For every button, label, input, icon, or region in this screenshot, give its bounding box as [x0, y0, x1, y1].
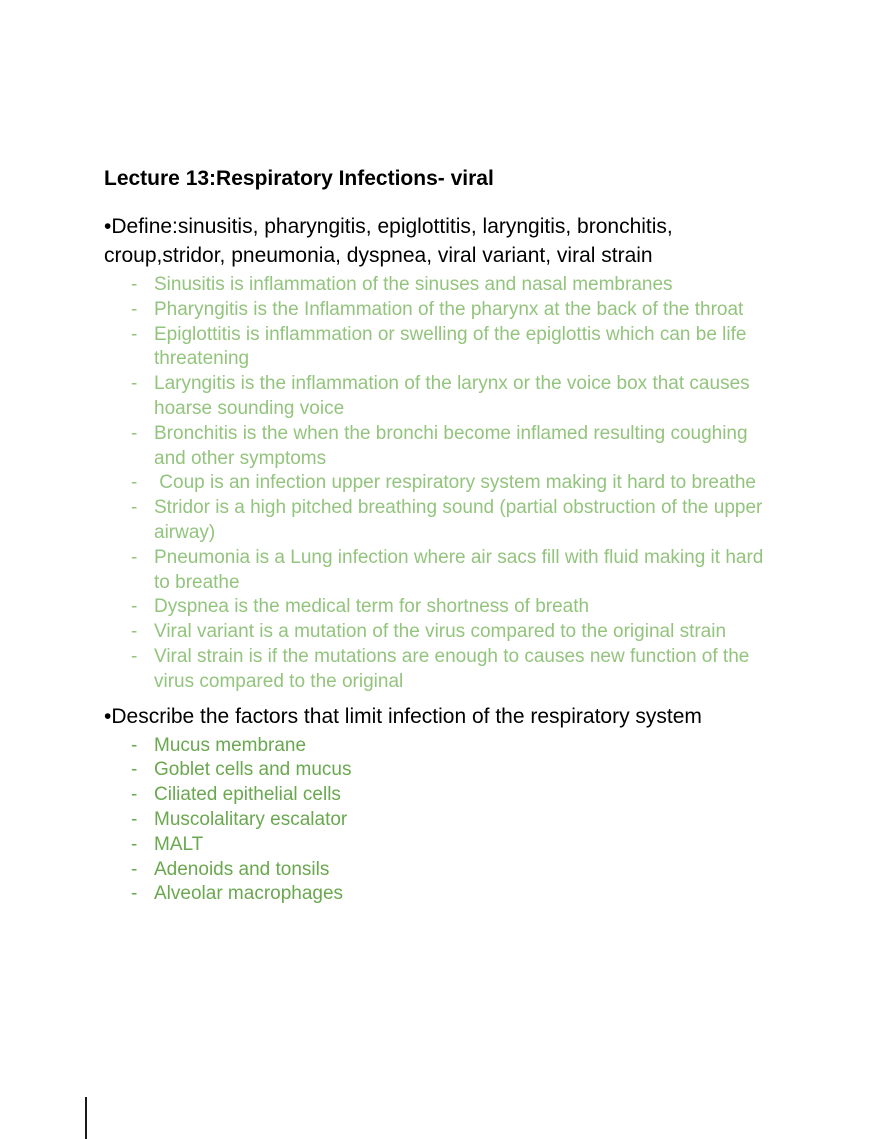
list-item	[131, 273, 780, 298]
list-item-text: Sinusitis is inflammation of the sinuses and nasal membranes	[154, 274, 673, 295]
list-item-text: Viral strain is if the mutations are enough to causes new function of the virus compared to the original	[154, 645, 755, 692]
list-item	[131, 783, 780, 808]
page-edge-line	[85, 1097, 87, 1139]
list-item	[131, 758, 780, 783]
list-item-text: Pneumonia is a Lung infection where air sacs fill with fluid making it hard to breathe	[154, 546, 769, 593]
list-item	[131, 620, 780, 645]
list-marker: -	[131, 621, 138, 643]
list-item-text: Alveolar macrophages	[154, 883, 344, 905]
list-item	[131, 833, 780, 858]
list-marker: -	[131, 734, 138, 756]
list-item-text: Coup is an infection upper respiratory system making it hard to breathe	[154, 472, 756, 494]
list-item	[131, 471, 780, 496]
list-item-text: Laryngitis is the inflammation of the larynx or the voice box that causes hoarse sounding voice	[154, 373, 755, 419]
list-item	[131, 298, 780, 323]
list-item	[131, 858, 780, 883]
list-marker: -	[131, 323, 138, 345]
list-marker: -	[131, 373, 138, 395]
list-item-text: MALT	[154, 833, 204, 855]
list-item	[131, 882, 780, 907]
list-item	[131, 546, 780, 596]
list-item-text: Viral variant is a mutation of the virus compared to the original strain	[154, 621, 727, 643]
list-marker: -	[131, 472, 138, 494]
list-item	[131, 372, 780, 422]
list-marker: -	[131, 422, 138, 444]
list-marker: -	[131, 546, 138, 568]
list-marker: -	[131, 858, 138, 880]
list-item-text: Bronchitis is the when the bronchi become inflamed resulting coughing and other symptoms	[154, 422, 753, 469]
list-item-text: Ciliated epithelial cells	[154, 784, 341, 806]
list-item-text: Pharyngitis is the Inflammation of the pharynx at the back of the throat	[154, 298, 744, 320]
list-marker: -	[131, 596, 138, 618]
list-item-text: Mucus membrane	[154, 734, 307, 756]
define-list	[131, 273, 780, 695]
list-marker: -	[131, 645, 138, 667]
list-item	[131, 496, 780, 546]
list-item	[131, 422, 780, 472]
list-marker: -	[131, 883, 138, 905]
list-item	[131, 734, 780, 759]
list-item	[131, 808, 780, 833]
list-marker: -	[131, 298, 138, 320]
list-item	[131, 595, 780, 620]
document-title: Lecture 13:Respiratory Infections- viral	[104, 167, 494, 190]
list-item-text: Goblet cells and mucus	[154, 759, 352, 781]
list-item-text: Adenoids and tonsils	[154, 858, 330, 880]
list-marker: -	[131, 833, 138, 855]
section-heading-describe: •Describe the factors that limit infection of the respiratory system	[104, 704, 702, 728]
list-item-text: Stridor is a high pitched breathing sound (partial obstruction of the upper airway)	[154, 497, 768, 543]
list-item	[131, 323, 780, 373]
list-marker: -	[131, 784, 138, 806]
list-item-text: Epiglottitis is inflammation or swelling of the epiglottis which can be life threatening	[154, 323, 752, 370]
list-item-text: Muscolalitary escalator	[154, 808, 348, 830]
list-item-text: Dyspnea is the medical term for shortness of breath	[154, 596, 590, 618]
list-marker: -	[131, 808, 138, 830]
list-marker: -	[131, 497, 138, 519]
list-marker: -	[131, 274, 138, 295]
factors-list	[131, 734, 780, 908]
section-heading-define: •Define:sinusitis, pharyngitis, epiglottitis, laryngitis, bronchitis, croup,stridor, pneumonia, dyspnea, viral variant, viral strain	[104, 215, 673, 267]
list-marker: -	[131, 759, 138, 781]
list-item	[131, 645, 780, 695]
